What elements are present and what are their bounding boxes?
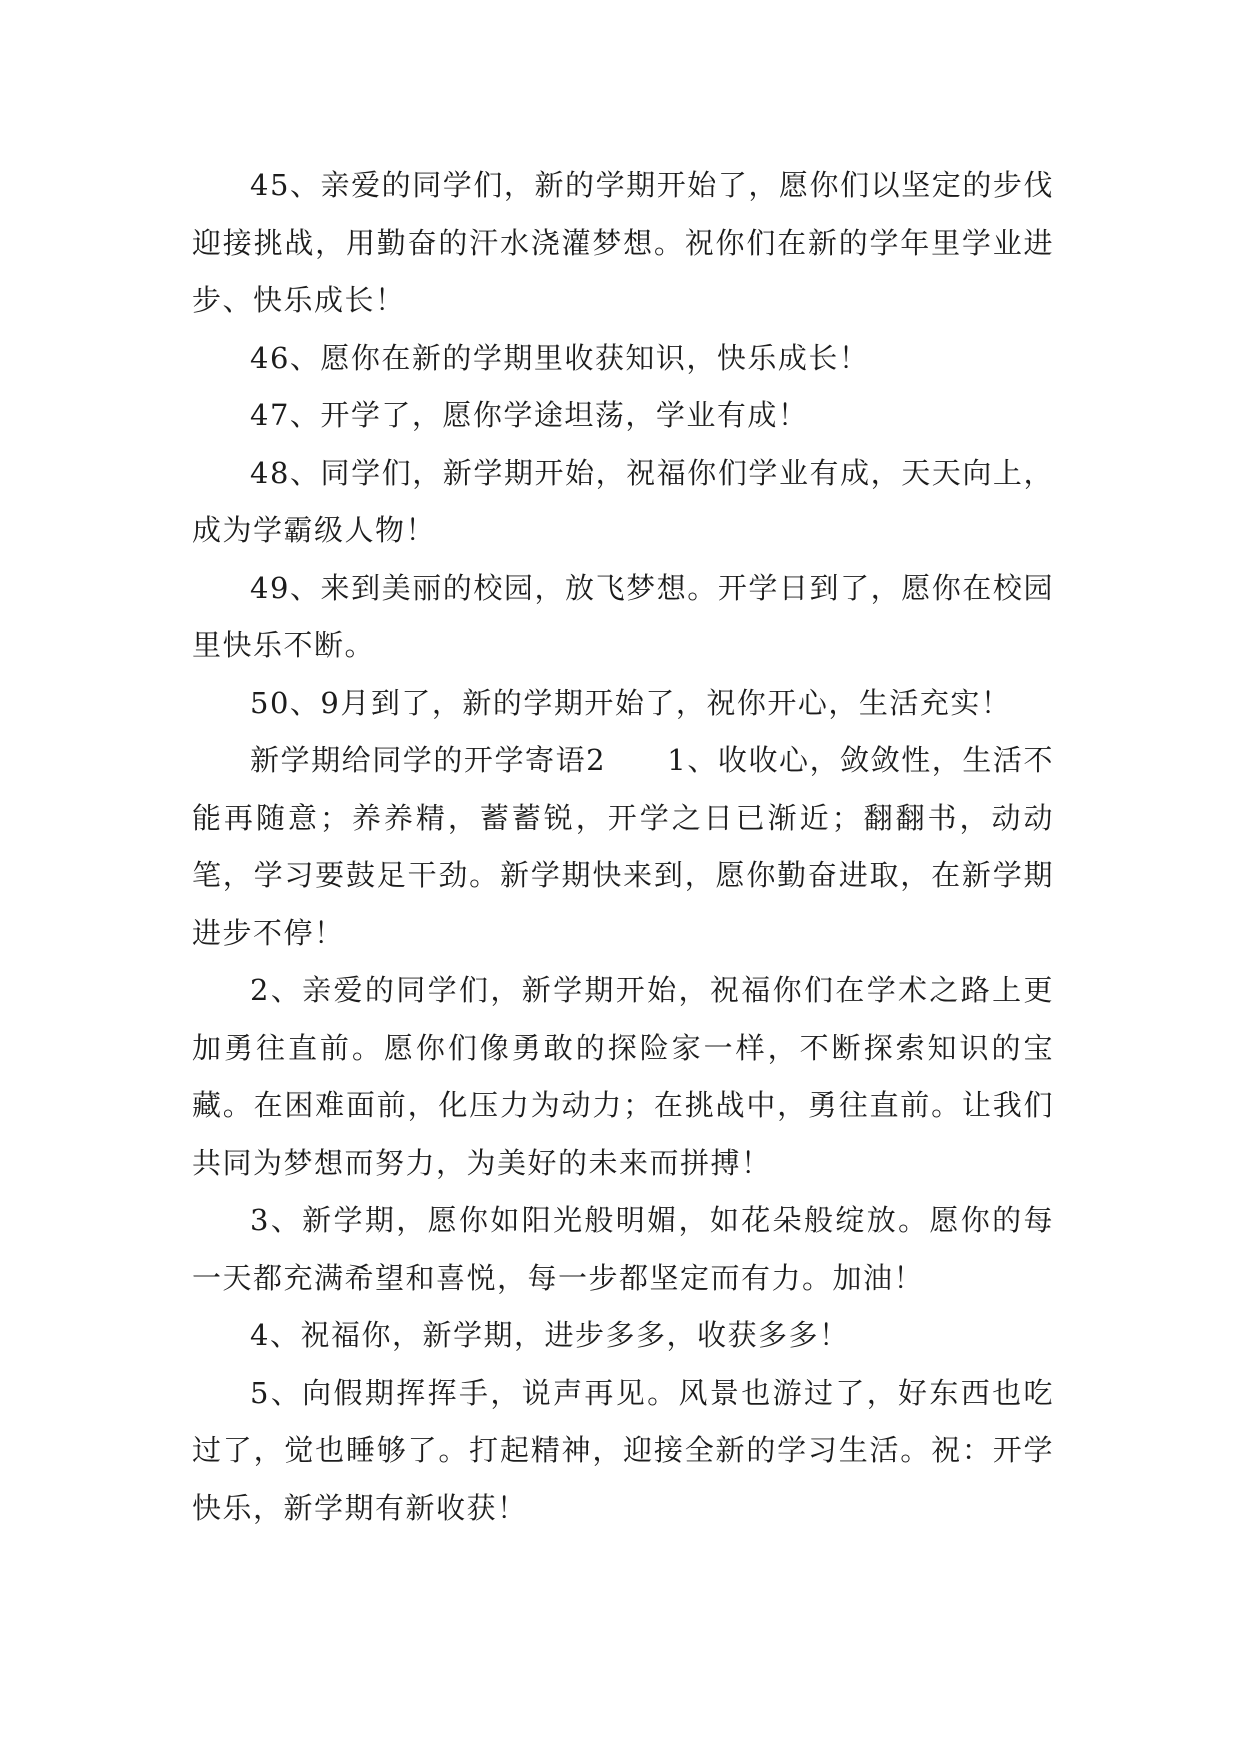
paragraph-47: 47、开学了，愿你学途坦荡，学业有成！ — [250, 398, 809, 432]
document-body — [192, 157, 1054, 1537]
paragraph-2: 2、亲爱的同学们，新学期开始，祝福你们在学术之路上更加勇往直前。愿你们像勇敢的探险家一样，不断探索知识的宝藏。在困难面前，化压力为动力；在挑战中，勇往直前。让我们共同为梦想而努力，为美好的未来而拼搏！ — [192, 973, 1054, 1180]
paragraph-3: 3、新学期，愿你如阳光般明媚，如花朵般绽放。愿你的每一天都充满希望和喜悦，每一步都坚定而有力。加油！ — [192, 1203, 1054, 1295]
paragraph-46: 46、愿你在新的学期里收获知识，快乐成长！ — [250, 340, 870, 375]
section-heading-paragraph: 新学期给同学的开学寄语2 1、收收心，敛敛性，生活不能再随意；养养精，蓄蓄锐，开学之日已渐近；翻翻书，动动笔，学习要鼓足干劲。新学期快来到，愿你勤奋进取，在新学期进步不停！ — [192, 743, 1054, 950]
paragraph-5: 5、向假期挥挥手，说声再见。风景也游过了，好东西也吃过了，觉也睡够了。打起精神，迎接全新的学习生活。祝：开学快乐，新学期有新收获！ — [192, 1375, 1054, 1525]
paragraph-49: 49、来到美丽的校园，放飞梦想。开学日到了，愿你在校园里快乐不断。 — [192, 570, 1054, 662]
paragraph-50: 50、9月到了，新的学期开始了，祝你开心，生活充实！ — [250, 685, 1012, 720]
paragraph-45: 45、亲爱的同学们，新的学期开始了，愿你们以坚定的步伐迎接挑战，用勤奋的汗水浇灌梦想。祝你们在新的学年里学业进步、快乐成长！ — [192, 168, 1054, 317]
paragraph-4: 4、祝福你，新学期，进步多多，收获多多！ — [250, 1318, 850, 1352]
paragraph-48: 48、同学们，新学期开始，祝福你们学业有成，天天向上，成为学霸级人物！ — [192, 455, 1054, 547]
